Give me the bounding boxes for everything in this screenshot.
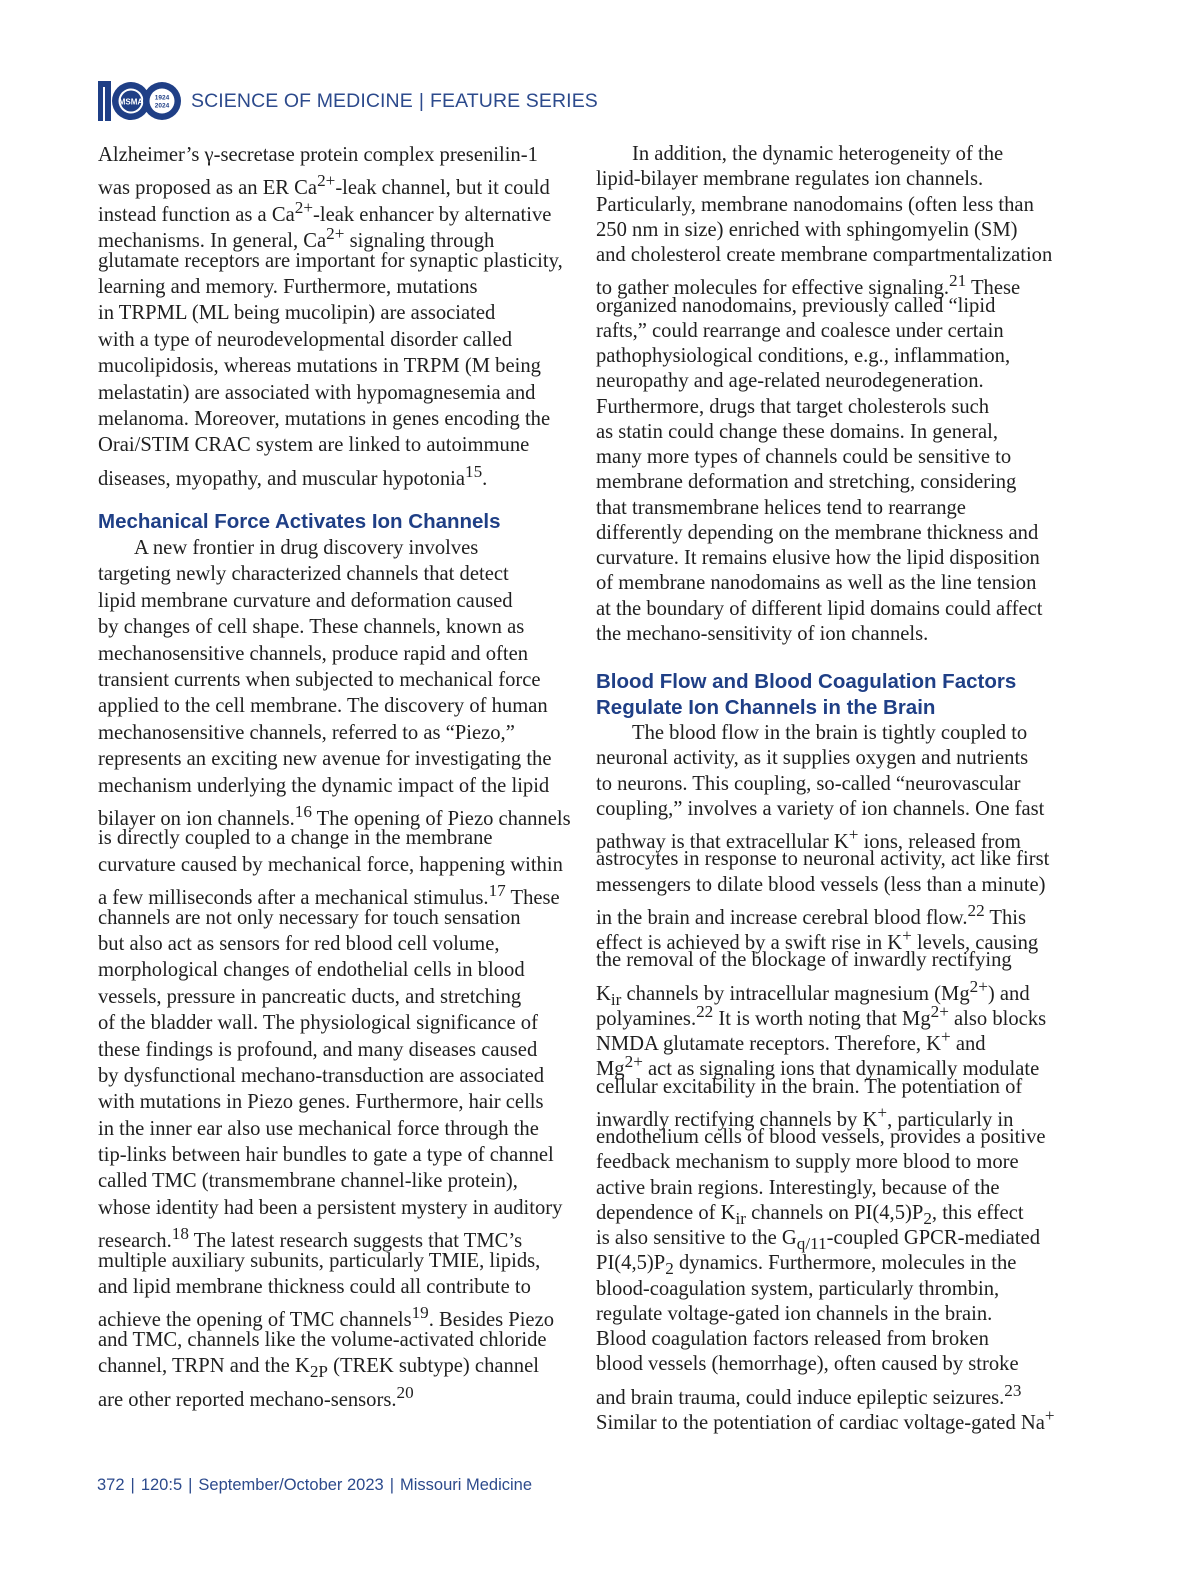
text-line: research.$^{18}$ The latest research suggests that TMC’s (98, 1224, 523, 1253)
text-line: In addition, the dynamic heterogeneity of the (632, 143, 1004, 165)
text-line: feedback mechanism to supply more blood to more (596, 1151, 1019, 1174)
text-line: pathway is that extracellular K+ ions, released from (596, 825, 1021, 853)
text-line: organized nanodomains, previously called “lipid (596, 294, 996, 317)
text-line: was proposed as an ER $Ca^{2+}$-leak channel, but it could (98, 171, 550, 200)
text-line: Alzheimer’s γ-secretase protein complex presenilin-1 (98, 144, 538, 166)
text-line: and brain trauma, could induce epileptic seizures.$^{23}$ (596, 1380, 1022, 1409)
text-line: with mutations in Piezo genes. Furthermore, hair cells (98, 1091, 544, 1114)
text-line: transient currents when subjected to mechanical force (98, 669, 541, 692)
section-heading: Regulate Ion Channels in the Brain (596, 696, 936, 719)
text-line: multiple auxiliary subunits, particularly TMIE, lipids, (98, 1249, 541, 1272)
text-line: whose identity had been a persistent mystery in auditory (98, 1196, 563, 1219)
text-line: called TMC (transmembrane channel-like protein), (98, 1170, 518, 1193)
text-line: tip-links between hair bundles to gate a type of channel (98, 1144, 554, 1167)
text-line: in the inner ear also use mechanical force through the (98, 1117, 539, 1140)
text-line: to neurons. This coupling, so-called “neurovascular (596, 772, 1021, 795)
text-line: many more types of channels could be sensitive to (596, 446, 1012, 468)
text-line: to gather molecules for effective signaling.$^{21}$ These (596, 271, 1021, 300)
text-line: lipid membrane curvature and deformation caused (98, 589, 513, 612)
text-line: channels are not only necessary for touch sensation (98, 906, 521, 929)
series-label: SCIENCE OF MEDICINE (191, 89, 413, 112)
text-line: neuronal activity, as it supplies oxygen and nutrients (596, 747, 1029, 770)
text-line: dependence of $K_{ir}$ channels on $PI(4,5)P_2$, this effect (596, 1201, 1024, 1228)
text-line: pathophysiological conditions, e.g., inflammation, (596, 345, 1011, 367)
text-line: morphological changes of endothelial cells in blood (98, 959, 525, 982)
text-line: by changes of cell shape. These channels, known as (98, 616, 525, 639)
text-line: $PI(4,5)P_2$ dynamics. Furthermore, molecules in the (596, 1252, 1017, 1279)
feature-label: FEATURE SERIES (430, 89, 598, 112)
text-line: applied to the cell membrane. The discovery of human (98, 695, 548, 718)
text-line: neuropathy and age-related neurodegeneration. (596, 370, 984, 393)
text-line: mechanism underlying the dynamic impact of the lipid (98, 774, 550, 797)
text-line: is directly coupled to a change in the membrane (98, 827, 493, 850)
text-line: curvature. It remains elusive how the lipid disposition (596, 547, 1040, 569)
issue-date: September/October 2023 (198, 1476, 384, 1494)
page-header (98, 80, 598, 122)
text-line: of the bladder wall. The physiological significance of (98, 1012, 538, 1035)
text-line: glutamate receptors are important for synaptic plasticity, (98, 249, 563, 272)
text-line: targeting newly characterized channels that detect (98, 563, 509, 586)
text-line: The blood flow in the brain is tightly coupled to (632, 722, 1028, 744)
text-line: a few milliseconds after a mechanical stimulus.$^{17}$ These (98, 881, 560, 910)
text-line: in TRPML (ML being mucolipin) are associated (98, 302, 496, 325)
text-line: and TMC, channels like the volume-activated chloride (98, 1328, 547, 1351)
text-line: that transmembrane helices tend to rearrange (596, 496, 966, 519)
header-separator: | (418, 89, 425, 112)
text-line: melanoma. Moreover, mutations in genes encoding the (98, 407, 551, 430)
text-line: the mechano-sensitivity of ion channels. (596, 622, 929, 645)
journal-name: Missouri Medicine (400, 1476, 533, 1494)
text-line: diseases, myopathy, and muscular hypotonia$^{15}$. (98, 461, 488, 490)
footer-separator: | (130, 1476, 135, 1494)
text-line: at the boundary of different lipid domains could affect (596, 597, 1043, 620)
text-line: achieve the opening of TMC channels$^{19}$. Besides Piezo (98, 1303, 555, 1332)
page-footer (97, 1476, 532, 1495)
right-column (596, 142, 1072, 1434)
text-line: melastatin) are associated with hypomagnesemia and (98, 381, 536, 404)
text-line: membrane deformation and stretching, considering (596, 471, 1017, 494)
logo-year-top: 1924 (154, 94, 170, 102)
text-line: curvature caused by mechanical force, happening within (98, 853, 563, 876)
text-line: learning and memory. Furthermore, mutations (98, 275, 478, 298)
text-line: is also sensitive to the $G_{q/11}$-coupled GPCR-mediated (596, 1227, 1040, 1254)
text-line: $Mg^{2+}$ act as signaling ions that dynamically modulate (596, 1052, 1040, 1081)
text-line: blood vessels (hemorrhage), often caused by stroke (596, 1353, 1019, 1376)
text-line: regulate voltage-gated ion channels in the brain. (596, 1302, 993, 1325)
text-line: bilayer on ion channels.$^{16}$ The opening of Piezo channels (98, 801, 571, 830)
text-line: Orai/STIM CRAC system are linked to autoimmune (98, 434, 530, 457)
text-line: mechanisms. In general, $Ca^{2+}$ signaling through (98, 224, 495, 253)
text-line: coupling,” involves a variety of ion channels. One fast (596, 797, 1045, 820)
text-line: vessels, pressure in pancreatic ducts, and stretching (98, 985, 522, 1008)
left-column (98, 142, 576, 1411)
text-line: but also act as sensors for red blood cell volume, (98, 932, 500, 955)
text-line: inwardly rectifying channels by K+, particularly in (596, 1102, 1014, 1131)
text-line: channel, TRPN and the $K_{2P}$ (TREK subtype) channel (98, 1355, 539, 1382)
text-line: lipid-bilayer membrane regulates ion channels. (596, 168, 984, 191)
footer-separator: | (188, 1476, 193, 1494)
text-line: cellular excitability in the brain. The potentiation of (596, 1075, 1023, 1098)
text-line: Particularly, membrane nanodomains (often less than (596, 193, 1034, 216)
text-line: polyamines.$^{22}$ It is worth noting that $Mg^{2+}$ also blocks (596, 1001, 1047, 1030)
section-heading: Blood Flow and Blood Coagulation Factors (596, 670, 1017, 693)
text-line: Similar to the potentiation of cardiac voltage-gated Na+ (596, 1405, 1055, 1434)
centennial-logo-icon (98, 80, 182, 122)
text-line: as statin could change these domains. In general, (596, 420, 999, 443)
text-line: effect is achieved by a swift rise in K+ levels, causing (596, 926, 1039, 954)
text-line: 250 nm in size) enriched with sphingomyelin (SM) (596, 218, 1018, 241)
text-line: instead function as a $Ca^{2+}$-leak enhancer by alternative (98, 197, 552, 226)
text-line: and cholesterol create membrane compartmentalization (596, 244, 1053, 266)
text-line: Blood coagulation factors released from broken (596, 1328, 989, 1350)
text-line: and lipid membrane thickness could all contribute to (98, 1276, 531, 1299)
text-line: mechanosensitive channels, referred to as “Piezo,” (98, 721, 515, 744)
text-line: astrocytes in response to neuronal activity, act like first (596, 848, 1050, 871)
text-line: Furthermore, drugs that target cholesterols such (596, 395, 990, 418)
text-line: represents an exciting new avenue for investigating the (98, 748, 552, 771)
text-line: endothelium cells of blood vessels, provides a positive (596, 1126, 1046, 1148)
text-line: these findings is profound, and many diseases caused (98, 1038, 538, 1061)
text-line: differently depending on the membrane thickness and (596, 521, 1039, 544)
text-line: A new frontier in drug discovery involves (134, 537, 479, 560)
text-line: in the brain and increase cerebral blood flow.$^{22}$ This (596, 900, 1027, 929)
text-line: with a type of neurodevelopmental disorder called (98, 328, 513, 351)
text-line: messengers to dilate blood vessels (less than a minute) (596, 873, 1046, 896)
section-heading: Mechanical Force Activates Ion Channels (98, 510, 501, 534)
text-line: are other reported mechano-sensors.$^{20}$ (98, 1382, 414, 1411)
text-line: mucolipidosis, whereas mutations in TRPM (M being (98, 355, 541, 378)
text-line: NMDA glutamate receptors. Therefore, K+ and (596, 1027, 986, 1055)
text-line: mechanosensitive channels, produce rapid and often (98, 642, 529, 665)
text-line: $K_{ir}$ channels by intracellular magnesium $(Mg^{2+})$ and (596, 976, 1030, 1009)
page-number: 372 (97, 1476, 125, 1494)
text-line: rafts,” could rearrange and coalesce under certain (596, 319, 1004, 342)
text-line: of membrane nanodomains as well as the line tension (596, 572, 1037, 595)
logo-year-bottom: 2024 (154, 102, 170, 110)
section-gap (596, 647, 1072, 669)
volume-issue: 120:5 (140, 1476, 183, 1494)
text-line: by dysfunctional mechano-transduction are associated (98, 1064, 545, 1087)
text-line: blood-coagulation system, particularly thrombin, (596, 1277, 1000, 1300)
text-line: active brain regions. Interestingly, because of the (596, 1176, 1000, 1199)
logo-text: MSMA (118, 97, 144, 107)
footer-separator: | (389, 1476, 394, 1494)
series-title (191, 90, 598, 113)
text-line: the removal of the blockage of inwardly rectifying (596, 949, 1012, 972)
